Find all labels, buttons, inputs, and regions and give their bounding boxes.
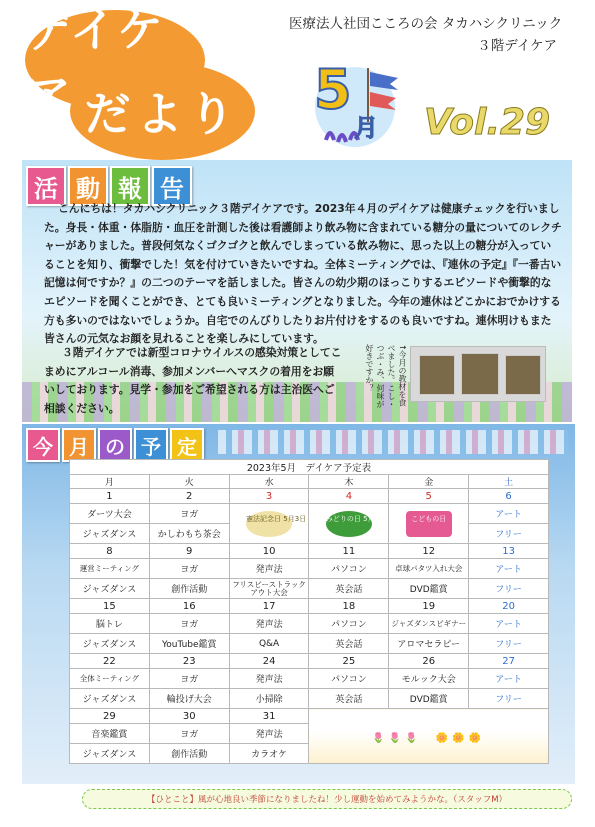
table-row: ジャズダンス 創作活動 カラオケ: [70, 744, 549, 764]
table-row: 音楽鑑賞 ヨガ 発声法: [70, 724, 549, 744]
volume-number: Vol.29: [424, 102, 551, 143]
heading-tile: の: [98, 428, 132, 462]
footer-note: 【ひとこと】風が心地良い季節になりましたね！少し運動を始めてみようかな。（スタッフM）: [82, 789, 572, 809]
heading-tile: 定: [170, 428, 204, 462]
schedule-heading: [26, 428, 204, 462]
newsletter-title-line2: だより: [70, 62, 255, 160]
table-row: 29 30 31 🌷🌷🌷 🌼🌼🌼: [70, 709, 549, 724]
activity-paragraph-1: こんにちは！タカハシクリニック３階デイケアです。2023年４月のデイケアは健康チェックを行いました。身長・体重・体脂肪・血圧を計測した後は看護師より飲み物に含まれている糖分の量についてのレクチャーがありました。普段何気なくゴクゴクと飲んでしまっている飲み物に、思った以上の糖分が入っていることを知り、衝撃でした！気を付けていきたいですね。全体ミーティングでは、『連休の予定』『一番古い記憶は何ですか？』の二つのテーマを話しました。皆さんの幼少期のほっこりするエピソードや衝撃的なエピソードを聞くことができ、とても良いミーティングとなりました。今年の連休はどこかにおでかけする方も多いのではないでしょうか。自宅でのんびりしたりお片付けをするのも良いですね。連休明けもまた皆さんの元気なお顔を見れることを楽しみにしています。: [44, 202, 562, 346]
month-kanji: 月: [354, 114, 378, 142]
table-row: 運営ミーティング ヨガ 発声法 パソコン 卓球パタツ入れ大会 アート: [70, 559, 549, 579]
heading-tile: 報: [110, 166, 150, 206]
table-row: 22 23 24 25 26 27: [70, 654, 549, 669]
department-name: ３階デイケア: [477, 38, 557, 54]
table-row: ダーツ大会 ヨガ 憲法記念日 5月3日 みどりの日 5月4日 こどもの日 アート: [70, 504, 549, 524]
organization-name: 医療法人社団こころの会 タカハシクリニック: [289, 16, 563, 32]
holiday-kenpo-badge: 憲法記念日 5月3日: [246, 511, 292, 537]
table-row: 1 2 3 4 5 6: [70, 489, 549, 504]
heading-tile: 告: [152, 166, 192, 206]
month-number: 5: [314, 58, 352, 121]
weekday-header: 月 火 水 木 金 土: [70, 475, 549, 489]
newsletter-title-line1: デイケア: [25, 10, 205, 110]
schedule-table: [69, 459, 549, 764]
photo-caption: ↑今月の教材を食べました。こし・つぶ・み、何味が好きですか？: [365, 344, 407, 408]
holiday-midori-badge: みどりの日 5月4日: [326, 511, 372, 537]
heading-tile: 動: [68, 166, 108, 206]
heading-tile: 予: [134, 428, 168, 462]
table-row: ジャズダンス かしわもち茶会 フリー: [70, 524, 549, 544]
heading-tile: 活: [26, 166, 66, 206]
holiday-kodomo-badge: こどもの日: [406, 511, 452, 537]
activity-paragraph-2: ３階デイケアでは新型コロナウイルスの感染対策としてこまめにアルコール消毒、参加メンバーへマスクの着用をお願いしております。見学・参加をご希望される方は主治医へご相談ください。: [44, 346, 342, 415]
table-row: 脳トレ ヨガ 発声法 パソコン ジャズダンスビギナー アート: [70, 614, 549, 634]
table-row: ジャズダンス 創作活動 フリスビーストラックアウト大会 英会話 DVD鑑賞 フリー: [70, 579, 549, 599]
tulip-decoration: 🌷🌷🌷 🌼🌼🌼: [309, 709, 549, 764]
table-row: 全体ミーティング ヨガ 発声法 パソコン モルック大会 アート: [70, 669, 549, 689]
heading-tile: 月: [62, 428, 96, 462]
heading-tile: 今: [26, 428, 60, 462]
schedule-title: 2023年5月 デイケア予定表: [70, 460, 549, 475]
table-row: ジャズダンス YouTube鑑賞 Q&A 英会話 アロマセラピー フリー: [70, 634, 549, 654]
bunting-banner: [218, 430, 568, 454]
table-row: ジャズダンス 輪投げ大会 小掃除 英会話 DVD鑑賞 フリー: [70, 689, 549, 709]
sweets-photo: [410, 346, 546, 402]
table-row: 8 9 10 11 12 13: [70, 544, 549, 559]
table-row: 15 16 17 18 19 20: [70, 599, 549, 614]
